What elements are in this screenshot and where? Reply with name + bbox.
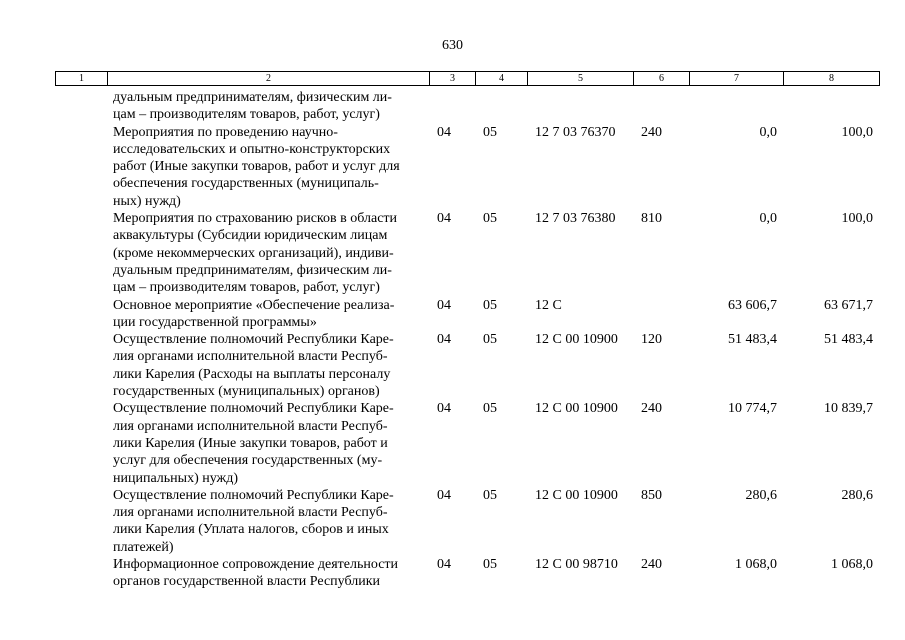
expense-type-cell	[633, 297, 689, 332]
item-name-line: ных) нужд)	[113, 193, 181, 209]
item-name-line: платежей)	[113, 539, 174, 555]
item-name-cell	[55, 331, 429, 400]
subsection-code-cell: 05	[483, 487, 497, 503]
item-name-line: лия органами исполнительной власти Респуб-	[113, 418, 388, 434]
amount-col7-cell: 0,0	[759, 211, 777, 227]
table-row	[55, 487, 879, 556]
target-article-cell	[527, 89, 633, 124]
column-number: 5	[528, 72, 634, 86]
table-row	[55, 210, 879, 296]
item-name-line: государственных (муниципальных) органов)	[113, 384, 380, 400]
item-name-cell	[55, 400, 429, 486]
expense-type-cell: 120	[641, 332, 662, 348]
item-name-line: Осуществление полномочий Республики Каре-	[113, 401, 394, 417]
target-article-cell: 12 С 00 10900	[535, 487, 618, 503]
target-article-cell: 12 7 03 76380	[535, 211, 616, 227]
section-code-cell: 04	[437, 401, 451, 417]
item-name-line: лики Карелия (Уплата налогов, сборов и иных	[113, 522, 389, 538]
item-name-line: дуальным предпринимателям, физическим ли-	[113, 262, 392, 278]
table-row	[55, 556, 879, 591]
amount-col8-cell: 100,0	[841, 211, 873, 227]
item-name-line: лики Карелия (Расходы на выплаты персоналу	[113, 366, 391, 382]
item-name-line: органов государственной власти Республики	[113, 574, 381, 590]
expense-type-cell: 810	[641, 211, 662, 227]
table-row	[55, 400, 879, 486]
item-name-line: исследовательских и опытно-конструкторских	[113, 141, 391, 157]
subsection-code-cell: 05	[483, 401, 497, 417]
item-name-cell	[55, 297, 429, 332]
target-article-cell: 12 С 00 10900	[535, 332, 618, 348]
target-article-cell: 12 С	[535, 297, 562, 313]
item-name-cell	[55, 124, 429, 210]
item-name-cell	[55, 556, 429, 591]
expense-type-cell	[633, 89, 689, 124]
amount-col7-cell	[689, 89, 783, 124]
section-code-cell: 04	[437, 557, 451, 573]
amount-col8-cell: 10 839,7	[824, 401, 873, 417]
amount-col8-cell: 51 483,4	[824, 332, 873, 348]
amount-col7-cell: 1 068,0	[735, 557, 777, 573]
section-code-cell: 04	[437, 297, 451, 313]
table-row	[55, 124, 879, 210]
column-header-table	[55, 71, 880, 86]
item-name-line: Информационное сопровождение деятельности	[113, 557, 399, 573]
item-name-line: лики Карелия (Иные закупки товаров, работ и	[113, 435, 388, 451]
table-row	[55, 89, 879, 124]
item-name-line: Основное мероприятие «Обеспечение реализа-	[113, 297, 395, 313]
column-number: 1	[56, 72, 108, 86]
item-name-line: обеспечения государственных (муниципаль-	[113, 176, 379, 192]
section-code-cell: 04	[437, 487, 451, 503]
item-name-line: цам – производителям товаров, работ, услуг)	[113, 107, 380, 123]
section-code-cell: 04	[437, 332, 451, 348]
column-number: 8	[784, 72, 880, 86]
amount-col7-cell: 0,0	[759, 124, 777, 140]
column-number-row	[56, 72, 880, 86]
item-name-line: ции государственной программы»	[113, 314, 317, 330]
page-number: 630	[442, 38, 463, 53]
column-number: 3	[430, 72, 476, 86]
column-number: 4	[476, 72, 528, 86]
subsection-code-cell: 05	[483, 124, 497, 140]
amount-col7-cell: 51 483,4	[728, 332, 777, 348]
amount-col7-cell: 63 606,7	[728, 297, 777, 313]
subsection-code-cell: 05	[483, 332, 497, 348]
subsection-code-cell	[475, 89, 527, 124]
item-name-cell	[55, 487, 429, 556]
column-number: 2	[108, 72, 430, 86]
subsection-code-cell: 05	[483, 557, 497, 573]
expense-type-cell: 240	[641, 124, 662, 140]
column-number: 6	[634, 72, 690, 86]
target-article-cell: 12 7 03 76370	[535, 124, 616, 140]
target-article-cell: 12 С 00 98710	[535, 557, 618, 573]
item-name-line: услуг для обеспечения государственных (му-	[113, 453, 383, 469]
amount-col8-cell: 1 068,0	[831, 557, 873, 573]
item-name-line: работ (Иные закупки товаров, работ и услуг для	[113, 159, 400, 175]
item-name-line: Мероприятия по страхованию рисков в области	[113, 211, 398, 227]
amount-col8-cell: 100,0	[841, 124, 873, 140]
item-name-line: дуальным предпринимателям, физическим ли-	[113, 90, 392, 105]
subsection-code-cell: 05	[483, 297, 497, 313]
table-row	[55, 331, 879, 400]
item-name-cell	[55, 89, 429, 124]
item-name-cell	[55, 210, 429, 296]
section-code-cell	[429, 89, 475, 124]
table-row	[55, 297, 879, 332]
item-name-line: цам – производителям товаров, работ, услуг)	[113, 280, 380, 296]
expense-type-cell: 850	[641, 487, 662, 503]
amount-col7-cell: 10 774,7	[728, 401, 777, 417]
amount-col8-cell: 280,6	[841, 487, 873, 503]
column-number: 7	[690, 72, 784, 86]
amount-col7-cell: 280,6	[745, 487, 777, 503]
amount-col8-cell: 63 671,7	[824, 297, 873, 313]
target-article-cell: 12 С 00 10900	[535, 401, 618, 417]
expense-type-cell: 240	[641, 557, 662, 573]
item-name-line: Осуществление полномочий Республики Каре-	[113, 332, 394, 348]
budget-table	[55, 89, 879, 591]
item-name-line: аквакультуры (Субсидии юридическим лицам	[113, 228, 388, 244]
item-name-line: лия органами исполнительной власти Респуб-	[113, 505, 388, 521]
item-name-line: лия органами исполнительной власти Респуб-	[113, 349, 388, 365]
item-name-line: (кроме некоммерческих организаций), индиви-	[113, 245, 394, 261]
expense-type-cell: 240	[641, 401, 662, 417]
item-name-line: Осуществление полномочий Республики Каре-	[113, 487, 394, 503]
item-name-line: ниципальных) нужд)	[113, 470, 238, 486]
section-code-cell: 04	[437, 211, 451, 227]
section-code-cell: 04	[437, 124, 451, 140]
amount-col8-cell	[783, 89, 879, 124]
subsection-code-cell: 05	[483, 211, 497, 227]
item-name-line: Мероприятия по проведению научно-	[113, 124, 338, 140]
